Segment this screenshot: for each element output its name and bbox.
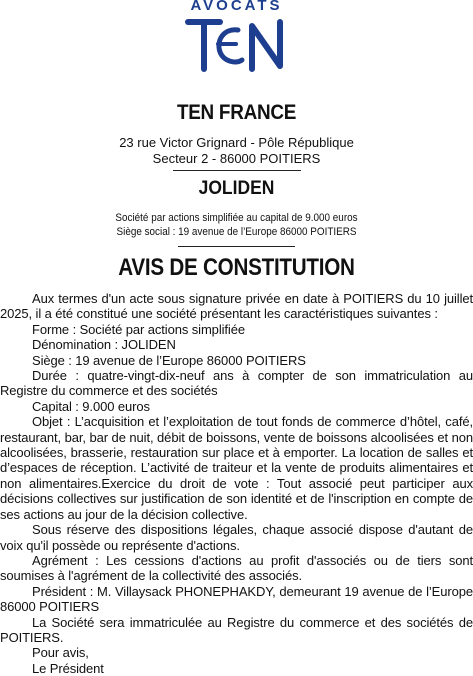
paragraph-form: Forme : Société par actions simplifiée (32, 321, 245, 337)
company-registered-office: Siège social : 19 avenue de l’Europe 86000 POITIERS (116, 226, 357, 238)
paragraph-approval: Agrément : Les cessions d'actions au profit d'associés ou de tiers sont soumises à l'agrément de la collectivité des associés. (0, 552, 473, 584)
paragraph-registration: La Société sera immatriculée au Registre du commerce et des sociétés de POITIERS. (0, 614, 473, 645)
ten-logo-icon (176, 14, 296, 76)
divider (173, 170, 301, 171)
paragraph-president: Président : M. Villaysack PHONEPHAKDY, demeurant 19 avenue de l’Europe 86000 POITIERS (0, 583, 473, 615)
paragraph-capital: Capital : 9.000 euros (32, 398, 150, 414)
paragraph-intro: Aux termes d'un acte sous signature privée en date à POITIERS du 10 juillet 2025, il a été constitué une société présentant les caractéristiques suivantes : (0, 291, 473, 322)
company-name: JOLIDEN (198, 178, 275, 199)
notice-body (0, 291, 473, 676)
logo-wordmark: AVOCATS (190, 0, 283, 14)
paragraph-signatory: Le Président (32, 660, 104, 676)
firm-address-line1: 23 rue Victor Grignard - Pôle République (119, 135, 354, 150)
paragraph-voting: Sous réserve des dispositions légales, chaque associé dispose d'autant de voix qu'il possède ou représente d'actions. (0, 522, 473, 553)
divider (178, 246, 295, 247)
paragraph-pour-avis: Pour avis, (32, 645, 89, 661)
firm-name: TEN FRANCE (176, 101, 297, 124)
firm-address-line2: Secteur 2 - 86000 POITIERS (152, 151, 321, 166)
paragraph-object: Objet : L’acquisition et l’exploitation de tout fonds de commerce d’hôtel, café, restaurant, bar, bar de nuit, débit de boissons, vente de boissons alcoolisées et non alcoolisées, brasserie, restauration sur place et à emporter. La location de salles et d’espaces de réception. L’activité de traiteur et la vente de produits alimentaires et non alimentaires.Exercice du droit de vote : Tout associé peut participer aux décisions collectives sur justification de son identité et de l'inscription en compte de ses actions au jour de la décision collective. (0, 414, 473, 522)
firm-logo (0, 0, 473, 78)
notice-title: AVIS DE CONSTITUTION (118, 254, 355, 281)
paragraph-denomination: Dénomination : JOLIDEN (32, 337, 176, 353)
company-form-capital: Société par actions simplifiée au capital de 9.000 euros (115, 212, 358, 224)
paragraph-seat: Siège : 19 avenue de l’Europe 86000 POITIERS (32, 352, 306, 368)
paragraph-duration: Durée : quatre-vingt-dix-neuf ans à compter de son immatriculation au Registre du commerce et des sociétés (0, 368, 473, 399)
